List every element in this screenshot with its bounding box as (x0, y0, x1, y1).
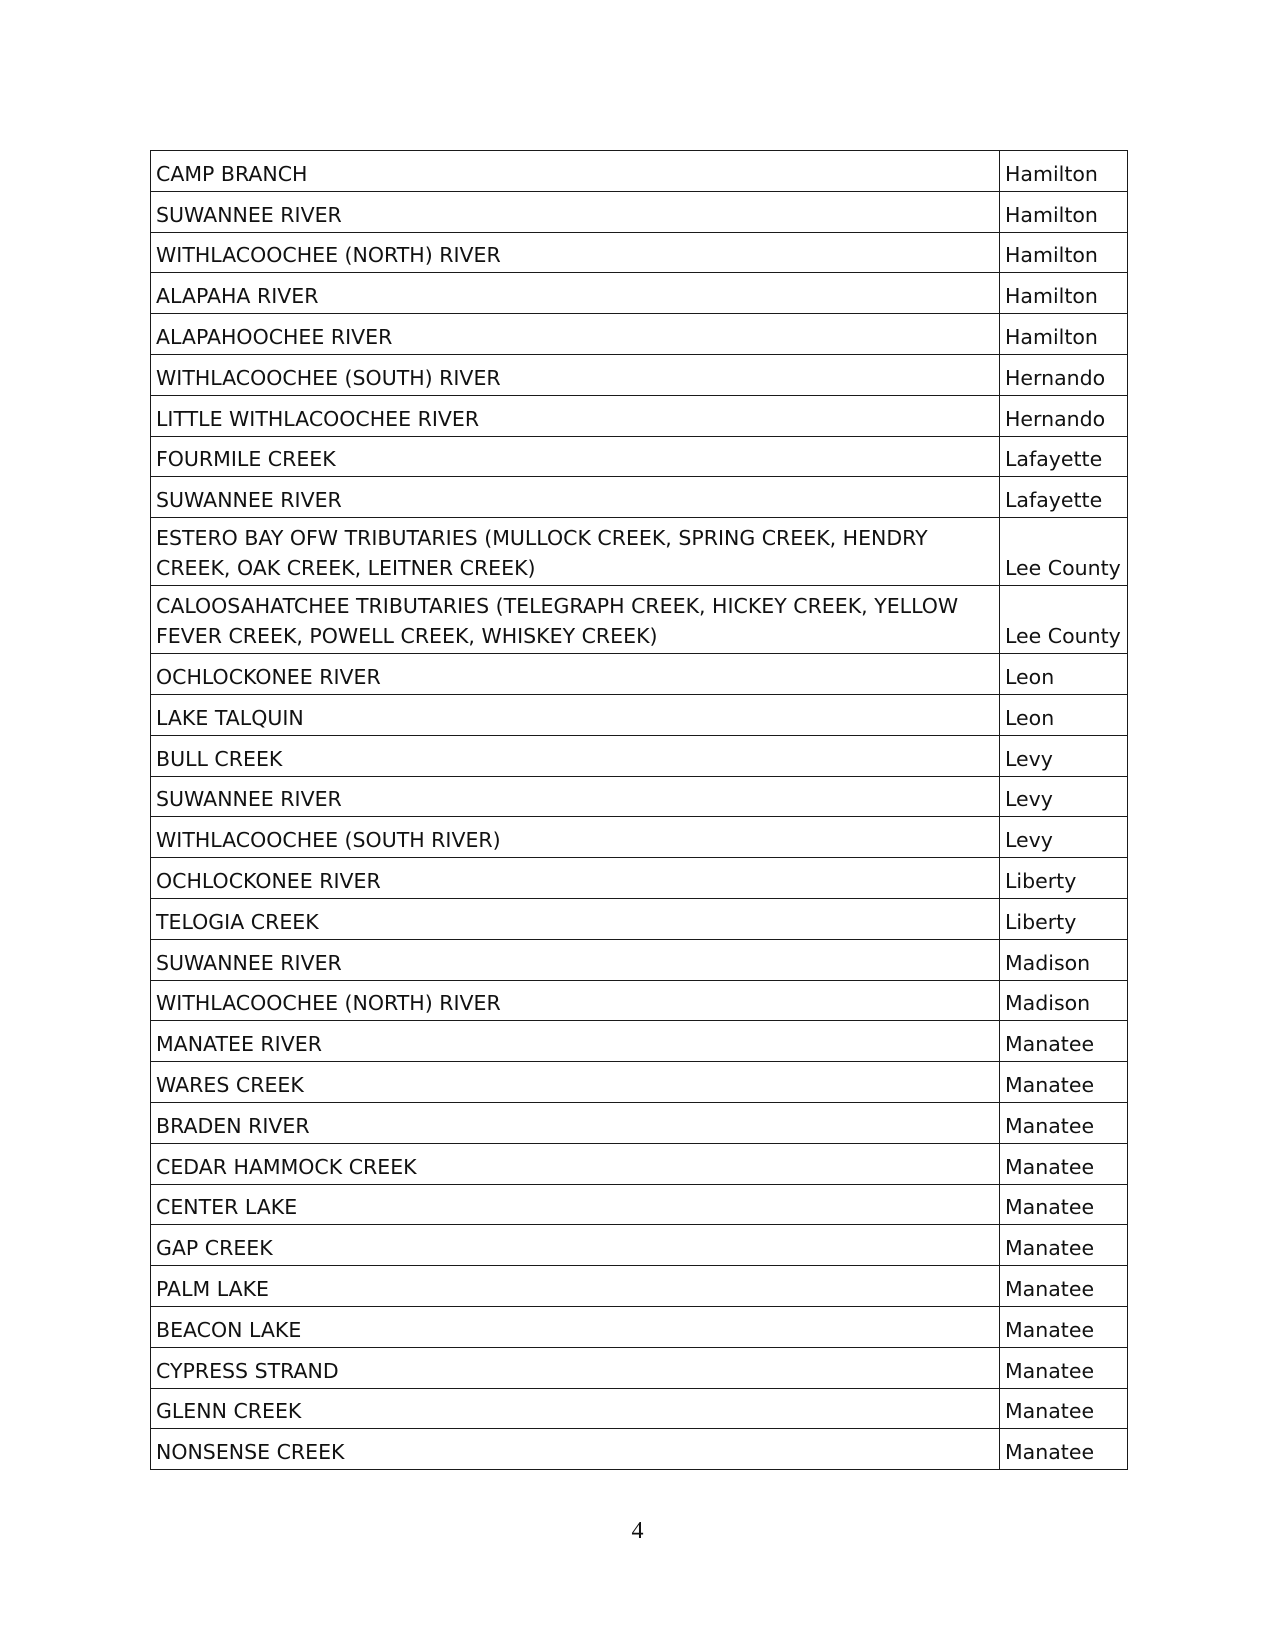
waterbody-cell: WITHLACOOCHEE (SOUTH) RIVER (151, 354, 1000, 395)
waterbody-county-table (150, 150, 1128, 1470)
table-row (151, 273, 1128, 314)
waterbody-cell: CENTER LAKE (151, 1184, 1000, 1225)
county-cell: Leon (1000, 654, 1128, 695)
table-row (151, 436, 1128, 477)
waterbody-cell: SUWANNEE RIVER (151, 776, 1000, 817)
table-row (151, 858, 1128, 899)
waterbody-cell: FOURMILE CREEK (151, 436, 1000, 477)
waterbody-cell: PALM LAKE (151, 1266, 1000, 1307)
county-cell: Manatee (1000, 1062, 1128, 1103)
table-row (151, 1225, 1128, 1266)
waterbody-cell: TELOGIA CREEK (151, 898, 1000, 939)
county-cell: Levy (1000, 817, 1128, 858)
table-row (151, 477, 1128, 518)
waterbody-cell: CALOOSAHATCHEE TRIBUTARIES (TELEGRAPH CREEK, HICKEY CREEK, YELLOW FEVER CREEK, POWELL CREEK, WHISKEY CREEK) (151, 586, 1000, 654)
county-cell: Hamilton (1000, 151, 1128, 192)
waterbody-cell: WARES CREEK (151, 1062, 1000, 1103)
county-cell: Manatee (1000, 1347, 1128, 1388)
table-row (151, 1306, 1128, 1347)
table-row (151, 354, 1128, 395)
waterbody-cell: BULL CREEK (151, 735, 1000, 776)
waterbody-cell: CAMP BRANCH (151, 151, 1000, 192)
table-row (151, 654, 1128, 695)
waterbody-cell: NONSENSE CREEK (151, 1429, 1000, 1470)
table-row (151, 817, 1128, 858)
county-cell: Manatee (1000, 1184, 1128, 1225)
table-row (151, 1184, 1128, 1225)
table-row (151, 1429, 1128, 1470)
table-row (151, 939, 1128, 980)
county-cell: Levy (1000, 735, 1128, 776)
county-cell: Lee County (1000, 518, 1128, 586)
waterbody-cell: SUWANNEE RIVER (151, 939, 1000, 980)
county-cell: Liberty (1000, 898, 1128, 939)
table-row (151, 395, 1128, 436)
county-cell: Hamilton (1000, 232, 1128, 273)
waterbody-cell: WITHLACOOCHEE (NORTH) RIVER (151, 232, 1000, 273)
page-number: 4 (631, 1518, 644, 1544)
table-row (151, 1143, 1128, 1184)
county-cell: Hernando (1000, 354, 1128, 395)
table-row (151, 1102, 1128, 1143)
county-cell: Lafayette (1000, 477, 1128, 518)
waterbody-cell: GLENN CREEK (151, 1388, 1000, 1429)
table-row (151, 694, 1128, 735)
county-cell: Lee County (1000, 586, 1128, 654)
table-row (151, 518, 1128, 586)
county-cell: Manatee (1000, 1429, 1128, 1470)
table-body (151, 151, 1128, 1470)
table-row (151, 191, 1128, 232)
waterbody-cell: MANATEE RIVER (151, 1021, 1000, 1062)
waterbody-cell: SUWANNEE RIVER (151, 477, 1000, 518)
waterbody-cell: CEDAR HAMMOCK CREEK (151, 1143, 1000, 1184)
county-cell: Liberty (1000, 858, 1128, 899)
waterbody-cell: SUWANNEE RIVER (151, 191, 1000, 232)
county-cell: Manatee (1000, 1225, 1128, 1266)
waterbody-cell: OCHLOCKONEE RIVER (151, 654, 1000, 695)
county-cell: Manatee (1000, 1143, 1128, 1184)
table-row (151, 1388, 1128, 1429)
table-row (151, 898, 1128, 939)
county-cell: Manatee (1000, 1266, 1128, 1307)
waterbody-cell: LAKE TALQUIN (151, 694, 1000, 735)
waterbody-cell: LITTLE WITHLACOOCHEE RIVER (151, 395, 1000, 436)
table-row (151, 314, 1128, 355)
table-row (151, 232, 1128, 273)
county-cell: Madison (1000, 980, 1128, 1021)
waterbody-cell: BEACON LAKE (151, 1306, 1000, 1347)
table-row (151, 776, 1128, 817)
waterbody-cell: ESTERO BAY OFW TRIBUTARIES (MULLOCK CREEK, SPRING CREEK, HENDRY CREEK, OAK CREEK, LEITNER CREEK) (151, 518, 1000, 586)
county-cell: Madison (1000, 939, 1128, 980)
table-row (151, 1347, 1128, 1388)
waterbody-cell: ALAPAHA RIVER (151, 273, 1000, 314)
county-cell: Manatee (1000, 1306, 1128, 1347)
county-cell: Hamilton (1000, 314, 1128, 355)
county-cell: Leon (1000, 694, 1128, 735)
table-row (151, 1021, 1128, 1062)
county-cell: Levy (1000, 776, 1128, 817)
table-row (151, 1062, 1128, 1103)
waterbody-cell: OCHLOCKONEE RIVER (151, 858, 1000, 899)
waterbody-cell: WITHLACOOCHEE (NORTH) RIVER (151, 980, 1000, 1021)
waterbody-cell: WITHLACOOCHEE (SOUTH RIVER) (151, 817, 1000, 858)
county-cell: Manatee (1000, 1102, 1128, 1143)
waterbody-cell: CYPRESS STRAND (151, 1347, 1000, 1388)
waterbody-cell: GAP CREEK (151, 1225, 1000, 1266)
table-row (151, 586, 1128, 654)
table-row (151, 735, 1128, 776)
waterbody-cell: BRADEN RIVER (151, 1102, 1000, 1143)
table-row (151, 980, 1128, 1021)
county-cell: Lafayette (1000, 436, 1128, 477)
county-cell: Manatee (1000, 1021, 1128, 1062)
table-row (151, 151, 1128, 192)
waterbody-cell: ALAPAHOOCHEE RIVER (151, 314, 1000, 355)
table-row (151, 1266, 1128, 1307)
county-cell: Hernando (1000, 395, 1128, 436)
county-cell: Hamilton (1000, 191, 1128, 232)
county-cell: Hamilton (1000, 273, 1128, 314)
county-cell: Manatee (1000, 1388, 1128, 1429)
